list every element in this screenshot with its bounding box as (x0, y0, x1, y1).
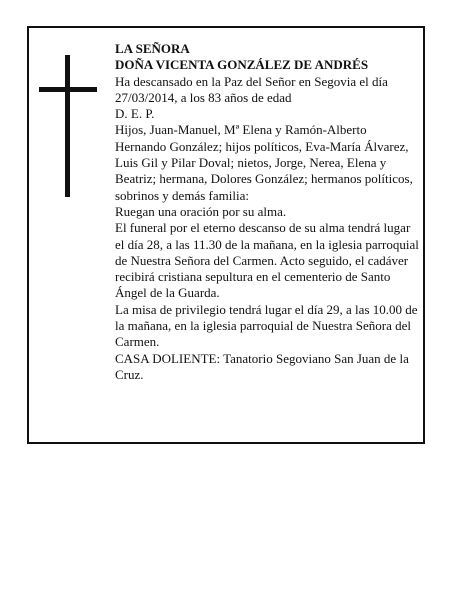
notice-title: LA SEÑORA (115, 41, 190, 56)
obituary-notice (27, 26, 425, 444)
family-list: Hijos, Juan-Manuel, Mª Elena y Ramón-Alberto Hernando González; hijos políticos, Eva-María Álvarez, Luis Gil y Pilar Doval; nietos, Jorge, Nerea, Elena y Beatriz; hermana, Dolores González; hermanos políticos, sobrinos y demás familia: (115, 122, 413, 203)
deceased-name: DOÑA VICENTA GONZÁLEZ DE ANDRÉS (115, 57, 369, 73)
mourning-house: CASA DOLIENTE: Tanatorio Segoviano San Juan de la Cruz. (115, 350, 409, 382)
cross-horizontal-bar (39, 87, 97, 92)
notice-text (115, 41, 421, 383)
rip-abbreviation: D. E. P. (115, 106, 155, 122)
cross-vertical-bar (65, 55, 70, 197)
death-announcement: Ha descansado en la Paz del Señor en Segovia el día 27/03/2014, a los 83 años de edad (115, 73, 388, 105)
funeral-details: El funeral por el eterno descanso de su alma tendrá lugar el día 28, a las 11.30 de la mañana, en la iglesia parroquial de Nuestra Señora del Carmen. Acto seguido, el cadáver recibirá cristiana sepultura en el cementerio de Santo Ángel de la Guarda. (115, 220, 419, 301)
prayer-request: Ruegan una oración por su alma. (115, 203, 287, 219)
mass-details: La misa de privilegio tendrá lugar el día 29, a las 10.00 de la mañana, en la iglesia parroquial de Nuestra Señora del Carmen. (115, 301, 418, 350)
cross-icon (39, 55, 97, 197)
